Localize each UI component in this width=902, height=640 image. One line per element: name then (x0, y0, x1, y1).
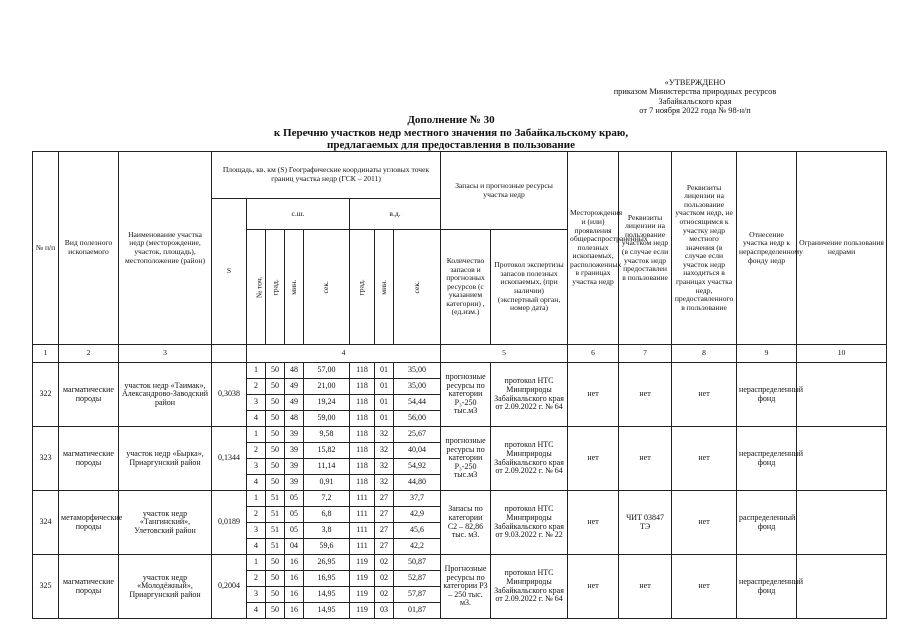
register-table (32, 151, 887, 619)
document-title (0, 114, 902, 152)
row-fund: нераспределенный фонд (737, 555, 797, 619)
row-lat-min: 16 (285, 587, 304, 603)
row-lon-min: 27 (375, 507, 394, 523)
row-mineral: магматические породы (59, 555, 119, 619)
row-lat-deg: 50 (266, 379, 285, 395)
row-lat-sec: 21,00 (304, 379, 350, 395)
header-lat-deg-text: град. (270, 278, 280, 296)
row-lon-min: 01 (375, 411, 394, 427)
header-quantity: Количество запасов и прогнозных ресурсов (с указанием категории) , (ед.изм.) (441, 230, 491, 345)
row-lat-sec: 14,95 (304, 587, 350, 603)
row-quantity: Запасы по категории С2 – 82,86 тыс. м3. (441, 491, 491, 555)
colnum-8: 8 (672, 345, 737, 363)
row-lat-sec: 14,95 (304, 603, 350, 619)
row-point-num: 3 (247, 459, 266, 475)
row-lon-min: 32 (375, 427, 394, 443)
colnum-2: 2 (59, 345, 119, 363)
title-line-1: Дополнение № 30 (407, 114, 495, 126)
row-num: 324 (33, 491, 59, 555)
row-protocol: протокол НТС Минприроды Забайкальского края от 2.09.2022 г. № 64 (491, 555, 568, 619)
row-lon-sec: 54,44 (394, 395, 441, 411)
row-lat-deg: 50 (266, 603, 285, 619)
row-lon-sec: 37,7 (394, 491, 441, 507)
row-lat-deg: 50 (266, 411, 285, 427)
header-license-other: Реквизиты лицензии на пользование участком недр, не относящимся к участку недр местного значения (в случае если участок недр находиться в границах участка недр, предоставленного в пользование (672, 152, 737, 345)
row-point-num: 1 (247, 363, 266, 379)
row-fund: нераспределенный фонд (737, 363, 797, 427)
row-lon-sec: 50,87 (394, 555, 441, 571)
header-lat-sec (304, 230, 350, 345)
header-lat-deg (266, 230, 285, 345)
header-mineral: Вид полезного ископаемого (59, 152, 119, 345)
row-lat-deg: 50 (266, 555, 285, 571)
row-lon-min: 32 (375, 443, 394, 459)
row-lat-min: 05 (285, 491, 304, 507)
row-lat-sec: 11,14 (304, 459, 350, 475)
row-lon-min: 27 (375, 539, 394, 555)
table-row (33, 555, 887, 571)
row-name: участок недр «Бырка», Приаргунский район (119, 427, 212, 491)
row-lon-deg: 118 (350, 443, 375, 459)
row-restrictions (797, 555, 887, 619)
row-point-num: 4 (247, 539, 266, 555)
colnum-7: 7 (619, 345, 672, 363)
row-point-num: 1 (247, 491, 266, 507)
table-body (33, 363, 887, 619)
approval-line-2: приказом Министерства природных ресурсов (613, 87, 777, 97)
row-quantity: прогнозные ресурсы по категории P₃-250 тыс.м3 (441, 427, 491, 491)
row-point-num: 1 (247, 555, 266, 571)
header-lon-min (375, 230, 394, 345)
row-lon-sec: 52,87 (394, 571, 441, 587)
row-lon-deg: 118 (350, 475, 375, 491)
row-restrictions (797, 363, 887, 427)
row-lat-min: 39 (285, 459, 304, 475)
row-lon-deg: 119 (350, 603, 375, 619)
row-lat-sec: 6,8 (304, 507, 350, 523)
row-lon-deg: 111 (350, 523, 375, 539)
colnum-4: 4 (247, 345, 441, 363)
header-lon-sec (394, 230, 441, 345)
approval-line-3: Забайкальского края (658, 96, 732, 106)
row-point-num: 1 (247, 427, 266, 443)
row-lat-min: 48 (285, 411, 304, 427)
row-point-num: 4 (247, 411, 266, 427)
row-lon-min: 01 (375, 395, 394, 411)
row-name: участок недр «Таимак», Александрово-Заводский район (119, 363, 212, 427)
row-lat-min: 05 (285, 523, 304, 539)
row-lat-deg: 51 (266, 507, 285, 523)
header-protocol: Протокол экспертизы запасов полезных ископаемых, (при наличии) (экспертный орган, номер дата) (491, 230, 568, 345)
row-point-num: 3 (247, 587, 266, 603)
header-restrictions: Ограничение пользования недрами (797, 152, 887, 345)
row-lon-min: 02 (375, 587, 394, 603)
row-lat-deg: 50 (266, 427, 285, 443)
header-lat-sec-text: сек. (321, 280, 331, 294)
row-lon-sec: 45,6 (394, 523, 441, 539)
row-point-num: 3 (247, 395, 266, 411)
colnum-3: 3 (119, 345, 212, 363)
header-lon-deg (350, 230, 375, 345)
row-license: ЧИТ 03847 ТЭ (619, 491, 672, 555)
row-lat-min: 16 (285, 603, 304, 619)
row-point-num: 2 (247, 443, 266, 459)
table-row (33, 491, 887, 507)
row-license: нет (619, 427, 672, 491)
row-deposits: нет (568, 427, 619, 491)
colnum-4-blank (212, 345, 247, 363)
row-license-other: нет (672, 491, 737, 555)
row-lat-min: 39 (285, 427, 304, 443)
row-area: 0,3038 (212, 363, 247, 427)
row-point-num: 3 (247, 523, 266, 539)
row-lat-sec: 59,00 (304, 411, 350, 427)
approval-line-4: от 7 ноября 2022 года № 98-н/п (639, 106, 751, 116)
header-num: № п/п (33, 152, 59, 345)
header-fund: Отнесение участка недр к нераспределенному фонду недр (737, 152, 797, 345)
title-line-2: к Перечню участков недр местного значения по Забайкальскому краю, (273, 126, 629, 139)
row-lon-sec: 01,87 (394, 603, 441, 619)
row-lat-sec: 16,95 (304, 571, 350, 587)
row-lat-sec: 57,00 (304, 363, 350, 379)
row-lon-deg: 118 (350, 363, 375, 379)
row-point-num: 2 (247, 507, 266, 523)
row-lon-min: 03 (375, 603, 394, 619)
row-lat-deg: 51 (266, 539, 285, 555)
header-name: Наименование участка недр (месторождение, участок, площадь), местоположение (район) (119, 152, 212, 345)
row-license: нет (619, 555, 672, 619)
title-line-3: предлагаемых для предоставления в пользование (327, 139, 575, 151)
row-lon-min: 01 (375, 379, 394, 395)
header-license: Реквизиты лицензии на пользование участком недр (в случае если участок недр предоставлен в пользование (619, 152, 672, 345)
row-lat-min: 16 (285, 571, 304, 587)
row-lon-min: 02 (375, 571, 394, 587)
row-lon-deg: 118 (350, 427, 375, 443)
header-lat-min-text: мин. (289, 279, 299, 295)
header-lon-sec-text: сек. (411, 280, 421, 294)
row-lat-min: 49 (285, 395, 304, 411)
header-area-coords: Площадь, кв. км (S) Географические координаты угловых точек границ участка недр (ГСК – 2011) (212, 152, 441, 199)
row-protocol: протокол НТС Минприроды Забайкальского края от 2.09.2022 г. № 64 (491, 363, 568, 427)
approval-stamp (600, 78, 790, 116)
row-lon-deg: 111 (350, 491, 375, 507)
header-point (247, 230, 266, 345)
row-fund: нераспределенный фонд (737, 427, 797, 491)
row-lon-sec: 42,9 (394, 507, 441, 523)
row-lat-min: 39 (285, 443, 304, 459)
row-lon-deg: 118 (350, 459, 375, 475)
row-lon-min: 32 (375, 475, 394, 491)
colnum-5: 5 (441, 345, 568, 363)
row-lat-deg: 50 (266, 363, 285, 379)
row-license: нет (619, 363, 672, 427)
row-restrictions (797, 427, 887, 491)
row-fund: распределенный фонд (737, 491, 797, 555)
colnum-1: 1 (33, 345, 59, 363)
header-deposits: Месторождения и (или) проявления общераспространенных полезных ископаемых, расположенных в границах участка недр (568, 152, 619, 345)
row-lon-sec: 35,00 (394, 379, 441, 395)
row-point-num: 2 (247, 379, 266, 395)
row-lat-min: 05 (285, 507, 304, 523)
row-lat-sec: 26,95 (304, 555, 350, 571)
colnum-9: 9 (737, 345, 797, 363)
row-num: 325 (33, 555, 59, 619)
row-lon-min: 02 (375, 555, 394, 571)
header-lon-min-text: мин. (379, 279, 389, 295)
row-point-num: 4 (247, 603, 266, 619)
row-lon-deg: 119 (350, 587, 375, 603)
row-point-num: 4 (247, 475, 266, 491)
row-protocol: протокол НТС Минприроды Забайкальского края от 9.03.2022 г. № 22 (491, 491, 568, 555)
row-lon-sec: 57,87 (394, 587, 441, 603)
row-lat-deg: 51 (266, 491, 285, 507)
row-lon-min: 32 (375, 459, 394, 475)
row-lon-deg: 118 (350, 395, 375, 411)
row-deposits: нет (568, 555, 619, 619)
row-mineral: метаморфические породы (59, 491, 119, 555)
row-lon-sec: 56,00 (394, 411, 441, 427)
row-deposits: нет (568, 363, 619, 427)
colnum-10: 10 (797, 345, 887, 363)
row-quantity: прогнозные ресурсы по категории P₃-250 тыс.м3 (441, 363, 491, 427)
row-lat-deg: 50 (266, 571, 285, 587)
row-mineral: магматические породы (59, 363, 119, 427)
header-reserves: Запасы и прогнозные ресурсы участка недр (441, 152, 568, 230)
row-lat-sec: 3,8 (304, 523, 350, 539)
header-lon-deg-text: град. (356, 278, 366, 296)
row-mineral: магматические породы (59, 427, 119, 491)
row-lat-sec: 7,2 (304, 491, 350, 507)
row-lat-deg: 50 (266, 587, 285, 603)
table-row (33, 427, 887, 443)
row-lon-min: 01 (375, 363, 394, 379)
row-area: 0,1344 (212, 427, 247, 491)
row-lat-min: 49 (285, 379, 304, 395)
row-quantity: Прогнозные ресурсы по категории P3 – 250 тыс. м3. (441, 555, 491, 619)
row-protocol: протокол НТС Минприроды Забайкальского края от 2.09.2022 г. № 64 (491, 427, 568, 491)
header-s: S (212, 199, 247, 345)
row-lon-sec: 54,92 (394, 459, 441, 475)
row-deposits: нет (568, 491, 619, 555)
row-lon-sec: 42,2 (394, 539, 441, 555)
row-lon-sec: 40,04 (394, 443, 441, 459)
row-lon-min: 27 (375, 491, 394, 507)
row-lon-deg: 111 (350, 539, 375, 555)
row-lat-sec: 9,58 (304, 427, 350, 443)
row-lon-deg: 118 (350, 411, 375, 427)
header-lon: в.д. (350, 199, 441, 230)
row-num: 322 (33, 363, 59, 427)
row-lat-min: 16 (285, 555, 304, 571)
row-lat-deg: 50 (266, 459, 285, 475)
row-lon-sec: 44,80 (394, 475, 441, 491)
row-area: 0,0189 (212, 491, 247, 555)
approval-line-1: «УТВЕРЖДЕНО (664, 78, 726, 87)
row-lat-min: 39 (285, 475, 304, 491)
row-num: 323 (33, 427, 59, 491)
row-lon-deg: 118 (350, 379, 375, 395)
header-lat-min (285, 230, 304, 345)
row-lat-deg: 50 (266, 443, 285, 459)
row-lon-deg: 111 (350, 507, 375, 523)
table-row (33, 363, 887, 379)
row-lat-sec: 59,6 (304, 539, 350, 555)
row-area: 0,2004 (212, 555, 247, 619)
row-lat-min: 48 (285, 363, 304, 379)
row-name: участок недр «Молодёжный», Приаргунский район (119, 555, 212, 619)
row-lat-deg: 51 (266, 523, 285, 539)
row-lon-deg: 119 (350, 571, 375, 587)
row-lon-sec: 25,67 (394, 427, 441, 443)
row-license-other: нет (672, 363, 737, 427)
row-restrictions (797, 491, 887, 555)
row-license-other: нет (672, 427, 737, 491)
colnum-6: 6 (568, 345, 619, 363)
row-point-num: 2 (247, 571, 266, 587)
row-lat-sec: 19,24 (304, 395, 350, 411)
row-lat-min: 04 (285, 539, 304, 555)
header-point-text: № точ. (254, 276, 264, 298)
row-license-other: нет (672, 555, 737, 619)
row-lon-deg: 119 (350, 555, 375, 571)
row-lat-deg: 50 (266, 395, 285, 411)
row-lon-min: 27 (375, 523, 394, 539)
row-name: участок недр «Тангинский», Улетовский район (119, 491, 212, 555)
row-lat-deg: 50 (266, 475, 285, 491)
row-lat-sec: 15,82 (304, 443, 350, 459)
row-lat-sec: 0,91 (304, 475, 350, 491)
row-lon-sec: 35,00 (394, 363, 441, 379)
header-lat: с.ш. (247, 199, 350, 230)
